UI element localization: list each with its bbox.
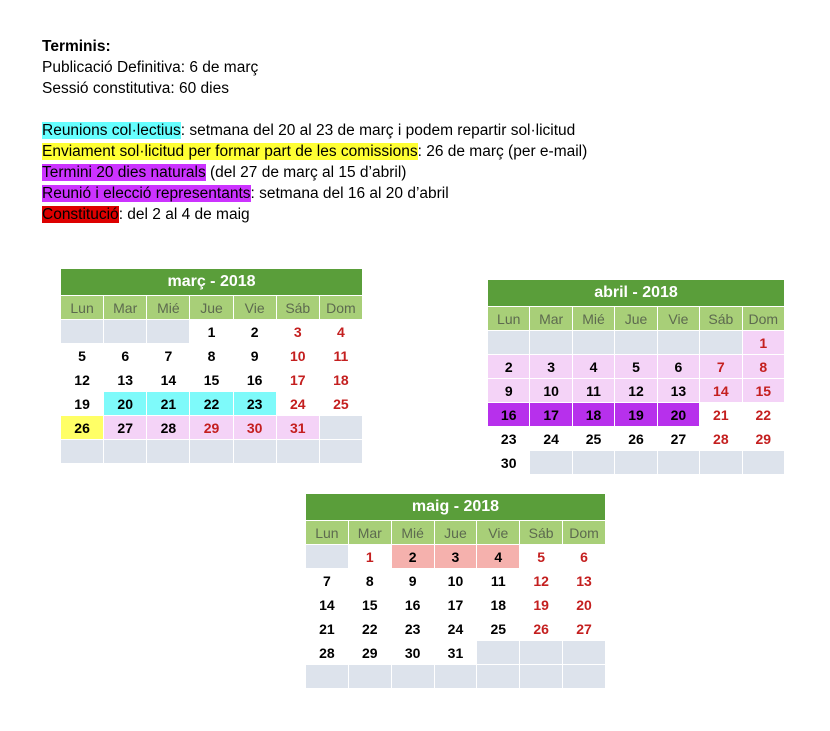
day-cell: 26: [520, 617, 563, 641]
empty-cell: [319, 440, 362, 464]
empty-cell: [615, 451, 657, 475]
day-name: Mar: [348, 521, 391, 545]
empty-cell: [488, 331, 530, 355]
day-cell: 15: [190, 368, 233, 392]
day-cell: 12: [520, 569, 563, 593]
day-name: Dom: [742, 307, 784, 331]
day-cell: 23: [488, 427, 530, 451]
enviament-label: Enviament sol·licitud per formar part de les comissions: [42, 143, 418, 160]
day-cell: 30: [233, 416, 276, 440]
day-cell: 6: [104, 344, 147, 368]
day-cell: 31: [276, 416, 319, 440]
empty-cell: [615, 331, 657, 355]
day-cell: 19: [615, 403, 657, 427]
day-cell: 8: [190, 344, 233, 368]
day-cell: 28: [147, 416, 190, 440]
day-cell: 22: [348, 617, 391, 641]
day-cell: 9: [488, 379, 530, 403]
day-cell: 14: [306, 593, 349, 617]
day-cell: 29: [742, 427, 784, 451]
terminis-block: [42, 36, 587, 225]
day-cell: 27: [657, 427, 699, 451]
day-cell: 11: [319, 344, 362, 368]
day-cell: 9: [233, 344, 276, 368]
day-cell: 29: [348, 641, 391, 665]
empty-cell: [104, 440, 147, 464]
day-cell: 17: [276, 368, 319, 392]
empty-cell: [147, 440, 190, 464]
day-cell: 13: [104, 368, 147, 392]
day-cell: 26: [615, 427, 657, 451]
calendar-title: març - 2018: [61, 269, 363, 296]
day-cell: 24: [276, 392, 319, 416]
day-name: Lun: [61, 296, 104, 320]
empty-cell: [563, 641, 606, 665]
day-cell: 23: [233, 392, 276, 416]
reunio-text: : setmana del 16 al 20 d’abril: [250, 185, 449, 202]
day-cell: 26: [61, 416, 104, 440]
day-cell: 27: [563, 617, 606, 641]
terminis-title: Terminis:: [42, 38, 111, 55]
publicacio-line: Publicació Definitiva: 6 de març: [42, 59, 259, 76]
day-cell: 13: [563, 569, 606, 593]
calendar-maig: [305, 493, 606, 689]
day-cell: 24: [530, 427, 572, 451]
day-cell: 3: [276, 320, 319, 344]
reunions-label: Reunions col·lectius: [42, 122, 181, 139]
day-cell: 8: [348, 569, 391, 593]
day-name: Jue: [434, 521, 477, 545]
empty-cell: [572, 451, 614, 475]
empty-cell: [276, 440, 319, 464]
day-cell: 30: [488, 451, 530, 475]
empty-cell: [61, 440, 104, 464]
day-name: Lun: [488, 307, 530, 331]
day-cell: 24: [434, 617, 477, 641]
day-cell: 6: [657, 355, 699, 379]
day-cell: 25: [572, 427, 614, 451]
reunions-text: : setmana del 20 al 23 de març i podem repartir sol·licitud: [180, 122, 576, 139]
empty-cell: [190, 440, 233, 464]
day-name: Dom: [319, 296, 362, 320]
day-cell: 16: [488, 403, 530, 427]
empty-cell: [520, 641, 563, 665]
empty-cell: [477, 641, 520, 665]
empty-cell: [319, 416, 362, 440]
empty-cell: [530, 451, 572, 475]
day-cell: 8: [742, 355, 784, 379]
termini-line: [42, 162, 587, 183]
empty-cell: [700, 331, 742, 355]
day-cell: 2: [391, 545, 434, 569]
day-cell: 22: [190, 392, 233, 416]
enviament-line: [42, 141, 587, 162]
day-cell: 28: [700, 427, 742, 451]
day-cell: 20: [104, 392, 147, 416]
constitucio-label: Constitució: [42, 206, 119, 223]
day-name: Vie: [233, 296, 276, 320]
enviament-text: : 26 de març (per e-mail): [417, 143, 588, 160]
day-cell: 2: [488, 355, 530, 379]
empty-cell: [61, 320, 104, 344]
day-cell: 22: [742, 403, 784, 427]
day-cell: 5: [520, 545, 563, 569]
empty-cell: [306, 545, 349, 569]
day-cell: 6: [563, 545, 606, 569]
day-cell: 9: [391, 569, 434, 593]
day-cell: 3: [530, 355, 572, 379]
day-cell: 30: [391, 641, 434, 665]
day-cell: 25: [477, 617, 520, 641]
day-cell: 7: [700, 355, 742, 379]
sessio-line: Sessió constitutiva: 60 dies: [42, 80, 229, 97]
day-cell: 16: [233, 368, 276, 392]
day-cell: 13: [657, 379, 699, 403]
day-cell: 19: [61, 392, 104, 416]
day-cell: 5: [615, 355, 657, 379]
constitucio-text: : del 2 al 4 de maig: [118, 206, 250, 223]
day-cell: 29: [190, 416, 233, 440]
day-cell: 18: [319, 368, 362, 392]
day-cell: 12: [615, 379, 657, 403]
day-cell: 18: [572, 403, 614, 427]
empty-cell: [742, 451, 784, 475]
day-cell: 12: [61, 368, 104, 392]
day-cell: 3: [434, 545, 477, 569]
empty-cell: [233, 440, 276, 464]
day-name: Mar: [104, 296, 147, 320]
day-cell: 21: [700, 403, 742, 427]
day-name: Sáb: [700, 307, 742, 331]
empty-cell: [147, 320, 190, 344]
empty-cell: [391, 665, 434, 689]
day-name: Sáb: [276, 296, 319, 320]
empty-cell: [104, 320, 147, 344]
day-cell: 7: [306, 569, 349, 593]
day-cell: 4: [319, 320, 362, 344]
day-cell: 15: [742, 379, 784, 403]
day-cell: 1: [190, 320, 233, 344]
day-cell: 23: [391, 617, 434, 641]
calendar-title: maig - 2018: [306, 494, 606, 521]
empty-cell: [434, 665, 477, 689]
day-name: Vie: [657, 307, 699, 331]
calendar-marc: [60, 268, 363, 464]
day-name: Mié: [391, 521, 434, 545]
empty-cell: [348, 665, 391, 689]
day-cell: 1: [742, 331, 784, 355]
day-cell: 4: [477, 545, 520, 569]
day-cell: 2: [233, 320, 276, 344]
day-name: Jue: [615, 307, 657, 331]
calendar-title: abril - 2018: [488, 280, 785, 307]
day-cell: 17: [434, 593, 477, 617]
day-cell: 10: [276, 344, 319, 368]
day-cell: 5: [61, 344, 104, 368]
day-name: Sáb: [520, 521, 563, 545]
day-name: Dom: [563, 521, 606, 545]
day-name: Lun: [306, 521, 349, 545]
empty-cell: [477, 665, 520, 689]
day-cell: 28: [306, 641, 349, 665]
day-cell: 21: [306, 617, 349, 641]
termini-label: Termini 20 dies naturals: [42, 164, 206, 181]
day-cell: 25: [319, 392, 362, 416]
day-cell: 11: [572, 379, 614, 403]
reunio-line: [42, 183, 587, 204]
empty-cell: [306, 665, 349, 689]
day-name: Jue: [190, 296, 233, 320]
day-name: Mié: [147, 296, 190, 320]
empty-cell: [657, 451, 699, 475]
day-cell: 14: [147, 368, 190, 392]
day-name: Vie: [477, 521, 520, 545]
day-cell: 10: [434, 569, 477, 593]
empty-cell: [572, 331, 614, 355]
day-cell: 18: [477, 593, 520, 617]
day-cell: 7: [147, 344, 190, 368]
day-name: Mié: [572, 307, 614, 331]
day-cell: 17: [530, 403, 572, 427]
day-name: Mar: [530, 307, 572, 331]
termini-text: (del 27 de març al 15 d’abril): [205, 164, 407, 181]
day-cell: 4: [572, 355, 614, 379]
day-cell: 20: [657, 403, 699, 427]
day-cell: 31: [434, 641, 477, 665]
day-cell: 15: [348, 593, 391, 617]
day-cell: 27: [104, 416, 147, 440]
empty-cell: [520, 665, 563, 689]
empty-cell: [657, 331, 699, 355]
empty-cell: [700, 451, 742, 475]
day-cell: 20: [563, 593, 606, 617]
day-cell: 19: [520, 593, 563, 617]
reunio-label: Reunió i elecció representants: [42, 185, 251, 202]
day-cell: 1: [348, 545, 391, 569]
constitucio-line: [42, 204, 587, 225]
empty-cell: [563, 665, 606, 689]
day-cell: 10: [530, 379, 572, 403]
reunions-line: [42, 120, 587, 141]
day-cell: 21: [147, 392, 190, 416]
empty-cell: [530, 331, 572, 355]
day-cell: 14: [700, 379, 742, 403]
day-cell: 11: [477, 569, 520, 593]
calendar-abril: [487, 279, 785, 475]
day-cell: 16: [391, 593, 434, 617]
